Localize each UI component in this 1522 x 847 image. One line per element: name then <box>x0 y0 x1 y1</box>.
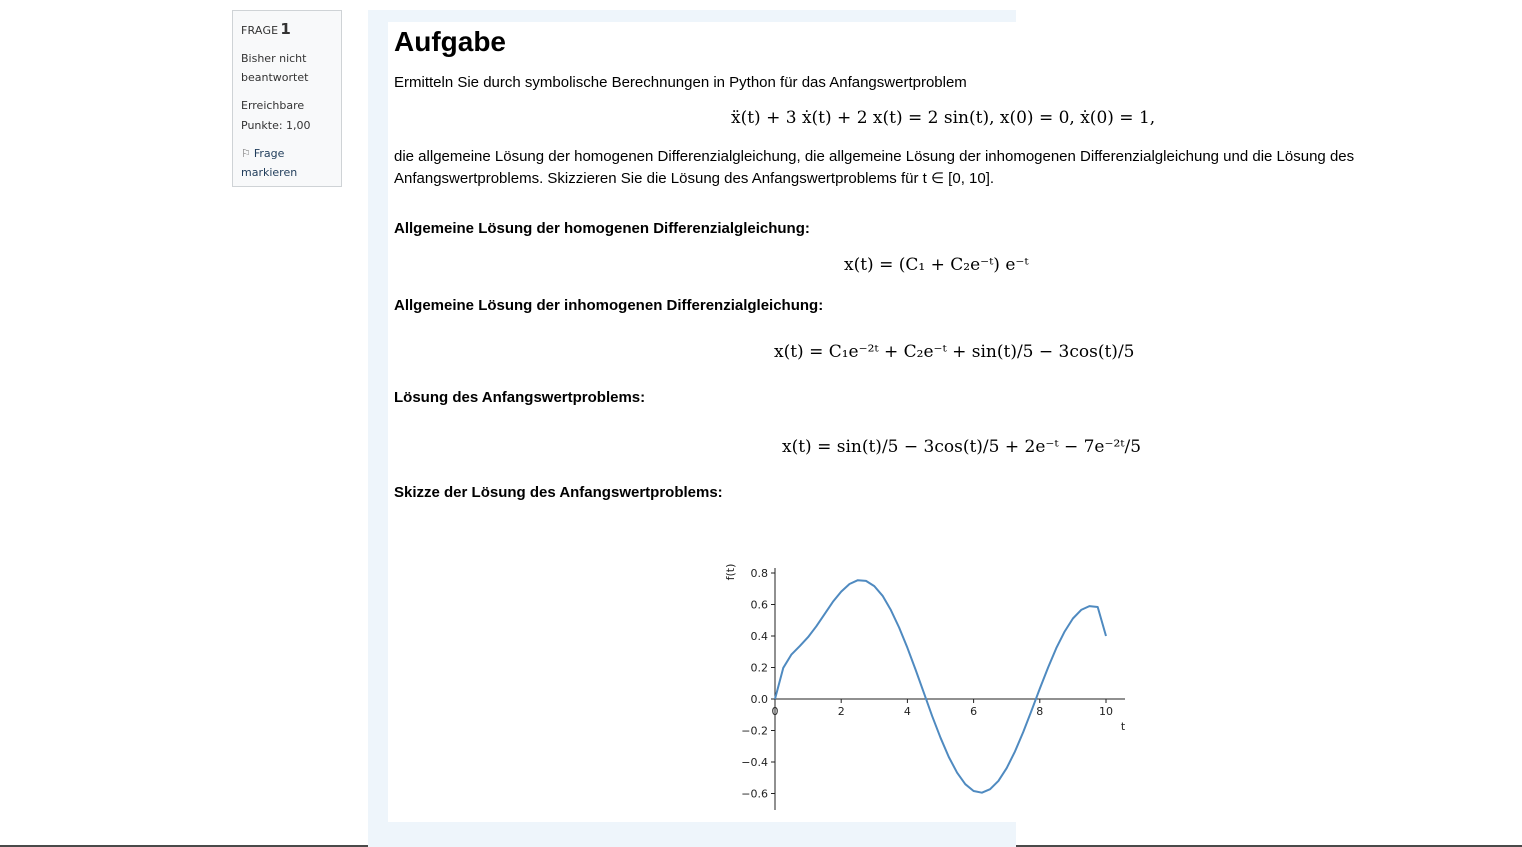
solution-curve <box>775 580 1106 793</box>
x-tick-label: 2 <box>837 705 845 718</box>
y-tick-label: 0.6 <box>750 598 768 612</box>
y-tick-label: −0.4 <box>741 756 768 769</box>
x-tick-label: 6 <box>970 705 978 718</box>
task-description-line2: Anfangswertproblems. Skizzieren Sie die Lösung des Anfangswertproblems für t ∈ [0, 10]. <box>394 170 995 187</box>
inhomogeneous-solution: x(t) = C₁e⁻²ᵗ + C₂e⁻ᵗ + sin(t)/5 − 3cos(t)/5 <box>774 342 1135 362</box>
inhomogeneous-heading: Allgemeine Lösung der inhomogenen Differenzialgleichung: <box>394 297 824 314</box>
flag-question-link[interactable] <box>241 144 333 182</box>
flag-label: Frage markieren <box>241 147 298 179</box>
question-label: FRAGE <box>241 24 279 37</box>
flag-icon: ⚐ <box>241 147 251 160</box>
task-intro: Ermitteln Sie durch symbolische Berechnungen in Python für das Anfangswertproblem <box>394 74 967 91</box>
ivp-solution: x(t) = sin(t)/5 − 3cos(t)/5 + 2e⁻ᵗ − 7e⁻²ᵗ/5 <box>782 437 1142 457</box>
y-tick-label: 0.4 <box>750 630 768 643</box>
solution-chart <box>715 560 1155 810</box>
y-tick-label: −0.2 <box>741 724 768 738</box>
question-state: Bisher nicht beantwortet <box>241 52 309 84</box>
task-equation: ẍ(t) + 3 ẋ(t) + 2 x(t) = 2 sin(t), x(0) = 0, ẋ(0) = 1, <box>731 108 1156 128</box>
y-tick-label: 0.2 <box>750 661 768 675</box>
y-axis-label: f(t) <box>724 563 737 581</box>
task-description-line1: die allgemeine Lösung der homogenen Differenzialgleichung, die allgemeine Lösung der inhomogenen Differenzialgleichung und die Lösung des <box>394 148 1355 165</box>
y-tick-label: 0.0 <box>750 693 768 706</box>
y-tick-label: −0.6 <box>741 787 768 801</box>
question-info-box <box>232 10 342 187</box>
x-tick-label: 4 <box>903 705 911 718</box>
x-tick-label: 10 <box>1099 705 1113 718</box>
question-number <box>241 20 333 38</box>
x-tick-label: 8 <box>1036 705 1044 718</box>
x-tick-label: 0 <box>771 705 779 718</box>
question-number-value: 1 <box>280 20 291 38</box>
homogeneous-solution: x(t) = (C₁ + C₂e⁻ᵗ) e⁻ᵗ <box>844 255 1029 275</box>
x-axis-label: t <box>1120 720 1126 733</box>
page-title: Aufgabe <box>394 26 506 57</box>
question-grade: Erreichbare Punkte: 1,00 <box>241 99 311 132</box>
sketch-heading: Skizze der Lösung des Anfangswertproblems: <box>394 484 723 501</box>
ivp-heading: Lösung des Anfangswertproblems: <box>394 389 646 406</box>
homogeneous-heading: Allgemeine Lösung der homogenen Differenzialgleichung: <box>394 220 810 237</box>
y-tick-label: 0.8 <box>750 567 768 580</box>
